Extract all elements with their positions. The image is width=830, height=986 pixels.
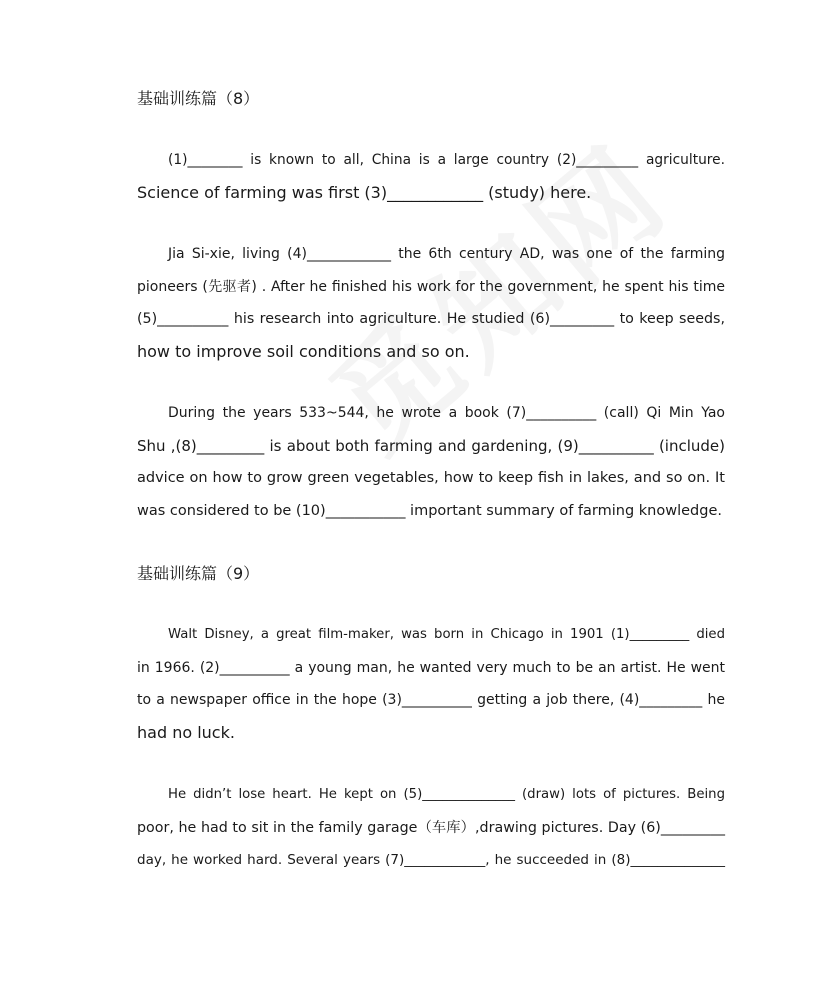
paragraph-line: had no luck. [137,722,235,742]
paragraph-line: in 1966. (2)__________ a young man, he wanted very much to be an artist. He went [137,659,725,676]
section-9-heading: 基础训练篇（9） [137,564,260,583]
paragraph-line: Walt Disney, a great film-maker, was born in Chicago in 1901 (1)_________ died [168,627,725,642]
section-9-paragraph-2 [106,779,725,877]
section-9-paragraph-1 [106,619,725,749]
paragraph-line: (1)________ is known to all, China is a large country (2)_________ agriculture. [168,152,725,168]
paragraph-line: Shu ,(8)_________ is about both farming and gardening, (9)__________ (include) [137,436,725,455]
section-8-heading: 基础训练篇（8） [137,89,260,108]
paragraph-line: to a newspaper office in the hope (3)__________ getting a job there, (4)_________ he [137,692,725,709]
paragraph-line: day, he worked hard. Several years (7)____________, he succeeded in (8)______________ [137,852,725,869]
section-8-paragraph-2 [106,238,725,368]
paragraph-line: poor, he had to sit in the family garage（车库）,drawing pictures. Day (6)_________ [137,819,725,836]
paragraph-line: Science of farming was first (3)____________ (study) here. [137,182,592,202]
section-8-paragraph-1 [106,144,725,209]
paragraph-line: He didn’t lose heart. He kept on (5)______________ (draw) lots of pictures. Being [168,787,725,802]
section-8-paragraph-3 [106,397,725,527]
paragraph-line: was considered to be (10)___________ important summary of farming knowledge. [137,502,722,519]
paragraph-line: (5)__________ his research into agriculture. He studied (6)_________ to keep seeds, [137,311,725,328]
paragraph-line: Jia Si-xie, living (4)____________ the 6th century AD, was one of the farming [168,246,725,262]
paragraph-line: advice on how to grow green vegetables, how to keep fish in lakes, and so on. It [137,470,725,487]
paragraph-line: During the years 533~544, he wrote a book (7)__________ (call) Qi Min Yao [168,405,725,421]
paragraph-line: pioneers (先驱者) . After he finished his work for the government, he spent his time [137,278,725,295]
paragraph-line: how to improve soil conditions and so on. [137,341,470,361]
